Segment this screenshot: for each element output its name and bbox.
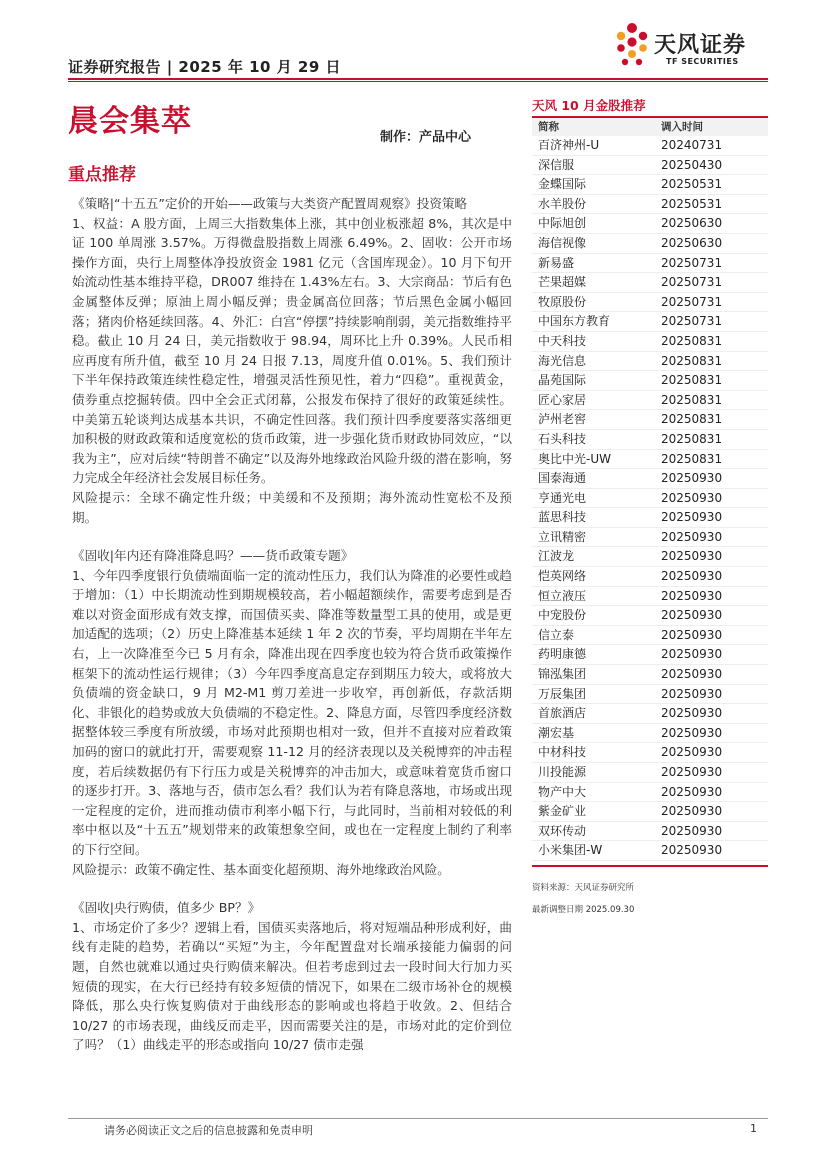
article-heading: 《固收|年内还有降准降息吗？——货币政策专题》: [72, 548, 354, 564]
article-body: 1、今年四季度银行负债端面临一定的流动性压力，我们认为降准的必要性或趋于增加：（1）中长期流动性到期规模较高，若小幅超额续作，需要考虑到是否难以对资金面形成有效支撑，而国债买卖、降准等数量型工具的使用，或是更加适配的选项；（2）历史上降准基本延续 1 年 2 次的节奏，平均周期在半年左右，上一次降准至今已 5 月有余，降准出现在四季度也较为符合货币政策操作框架下的流动性运行规律；（3）今年四季度高息定存到期压力较大，或将放大负债端的资金缺口，9 月 M2-M1 剪刀差进一步收窄，再创新低，存款活期化、非银化的趋势或放大负债端的不稳定性。2、降息方面，尽管四季度经济数据整体较三季度有所放缓，市场对此预期也相对一致，但并不直接对应着政策加码的窗口的就此打开，需要观察 11-12 月的经济表现以及关税博弈的冲击程度，若后续数据仍有下行压力或是关税博弈的冲击加大，或意味着宽货币窗口的逐步打开。3、落地与否，债市怎么看？我们认为若有降息落地，市场或出现一定程度的定价，进而推动债市利率小幅下行，与此同时，当前相对较低的利率中枢以及“十五五”规划带来的政策想象空间，或也在一定程度上制约了利率的下行空间。: [72, 567, 512, 857]
table-row: [532, 606, 768, 626]
stock-picks-table: [532, 136, 768, 861]
stock-name: 新易盛: [538, 255, 575, 270]
last-update: 最新调整日期 2025.09.30: [532, 904, 635, 915]
added-date: 20250831: [661, 353, 723, 368]
table-row: [532, 528, 768, 548]
stock-name: 中际旭创: [538, 216, 587, 231]
stock-name: 海信视像: [538, 235, 587, 250]
added-date: 20250930: [661, 725, 723, 740]
stock-picks-header: [532, 118, 768, 136]
stock-name: 小米集团-W: [538, 843, 603, 858]
stock-name: 晶苑国际: [538, 373, 587, 388]
added-date: 20250731: [661, 255, 723, 270]
added-date: 20250930: [661, 647, 723, 662]
table-row: [532, 783, 768, 803]
stock-name: 中天科技: [538, 333, 587, 348]
table-row: [532, 352, 768, 372]
table-row: [532, 685, 768, 705]
stock-name: 匠心家居: [538, 392, 587, 407]
table-row: [532, 626, 768, 646]
added-date: 20250930: [661, 471, 723, 486]
added-date: 20250930: [661, 843, 723, 858]
stock-name: 国泰海通: [538, 471, 587, 486]
article-heading: 《策略|“十五五”定价的开始——政策与大类资产配置周观察》投资策略: [72, 196, 468, 211]
table-row: [532, 841, 768, 861]
column-header-date: 调入时间: [661, 121, 703, 133]
table-row: [532, 665, 768, 685]
article-strategy: [72, 194, 512, 527]
table-row: [532, 273, 768, 293]
added-date: 20250831: [661, 412, 723, 427]
table-row: [532, 195, 768, 215]
stock-name: 中宠股份: [538, 608, 587, 623]
table-row: [532, 214, 768, 234]
table-row: [532, 450, 768, 470]
added-date: 20250930: [661, 667, 723, 682]
article-monetary-policy: [72, 546, 512, 879]
table-row: [532, 567, 768, 587]
stock-name: 川投能源: [538, 765, 587, 779]
added-date: 20250630: [661, 235, 723, 250]
stock-name: 海光信息: [538, 353, 587, 368]
added-date: 20250831: [661, 373, 723, 388]
table-row: [532, 175, 768, 195]
stock-name: 紫金矿业: [538, 804, 587, 819]
added-date: 20250531: [661, 177, 723, 192]
added-date: 20250930: [661, 549, 723, 564]
table-row: [532, 410, 768, 430]
producer-credit: 制作：产品中心: [380, 130, 472, 145]
stock-name: 百济神州-U: [538, 138, 600, 152]
table-row: [532, 743, 768, 763]
table-row: [532, 332, 768, 352]
stock-name: 万辰集团: [538, 686, 587, 701]
added-date: 20250930: [661, 784, 723, 799]
table-row: [532, 254, 768, 274]
stock-name: 石头科技: [538, 431, 587, 446]
article-bond-purchase: [72, 898, 512, 1055]
stock-name: 恺英网络: [538, 569, 587, 584]
section-title: 重点推荐: [68, 165, 136, 185]
table-row: [532, 802, 768, 822]
table-row: [532, 508, 768, 528]
stock-name: 金蝶国际: [538, 177, 587, 192]
added-date: 20250430: [661, 157, 723, 172]
table-row: [532, 724, 768, 744]
added-date: 20250930: [661, 510, 723, 525]
table-row: [532, 391, 768, 411]
stock-name: 江波龙: [538, 549, 575, 564]
added-date: 20250531: [661, 196, 723, 211]
added-date: 20250731: [661, 294, 723, 309]
added-date: 20250831: [661, 392, 723, 407]
stock-name: 深信服: [538, 157, 575, 172]
table-row: [532, 547, 768, 567]
table-row: [532, 822, 768, 842]
column-header-name: 简称: [538, 121, 559, 133]
added-date: 20250930: [661, 706, 723, 721]
header-divider-thin: [68, 81, 768, 82]
page-title: 晨会集萃: [68, 104, 192, 139]
stock-name: 信立泰: [538, 627, 575, 642]
added-date: 20250831: [661, 333, 723, 348]
added-date: 20250930: [661, 490, 723, 505]
added-date: 20250930: [661, 686, 723, 701]
added-date: 20250930: [661, 608, 723, 623]
stock-picks-panel: [532, 96, 768, 915]
table-row: [532, 489, 768, 509]
stock-name: 奥比中光-UW: [538, 451, 611, 466]
added-date: 20240731: [661, 138, 723, 152]
stock-picks-bottom-rule: [532, 865, 768, 867]
stock-name: 水羊股份: [538, 196, 587, 211]
table-row: [532, 156, 768, 176]
added-date: 20250930: [661, 529, 723, 544]
stock-name: 亨通光电: [538, 490, 587, 505]
logo-name: 天风证券: [654, 33, 747, 58]
stock-name: 中国东方教育: [538, 314, 611, 329]
stock-name: 立讯精密: [538, 529, 587, 544]
stock-name: 泸州老窖: [538, 412, 587, 427]
table-row: [532, 587, 768, 607]
table-row: [532, 371, 768, 391]
added-date: 20250930: [661, 823, 723, 838]
stock-name: 芒果超媒: [538, 275, 587, 290]
stock-name: 蓝思科技: [538, 510, 587, 525]
risk-warning: 风险提示：全球不确定性升级；中美缓和不及预期；海外流动性宽松不及预期。: [72, 489, 512, 525]
report-header: [68, 54, 768, 80]
added-date: 20250930: [661, 569, 723, 584]
footer-disclaimer: 请务必阅读正文之后的信息披露和免责申明: [104, 1124, 313, 1137]
added-date: 20250930: [661, 765, 723, 779]
header-divider: [68, 78, 768, 80]
added-date: 20250930: [661, 588, 723, 603]
added-date: 20250731: [661, 314, 723, 329]
stock-name: 物产中大: [538, 784, 587, 799]
footer-divider: [68, 1118, 768, 1119]
page-number: 1: [750, 1122, 757, 1135]
report-type-date: 证券研究报告 | 2025 年 10 月 29 日: [68, 58, 342, 76]
article-body: 1、权益：A 股方面，上周三大指数集体上涨，其中创业板涨超 8%，其次是中证 100 单周涨 3.57%。万得微盘股指数上周涨 6.49%。2、固收：公开市场操作方面，央行上周整体净投放资金 1981 亿元（含国库现金）。10 月下旬开始流动性基本维持平稳，DR007 维持在 1.43%左右。3、大宗商品：节后有色金属整体反弹；原油上周小幅反弹；贵金属高位回落；节后黑色金属小幅回落；猪肉价格延续回落。4、外汇：白宫“停摆”持续影响削弱，美元指数维持平稳。截止 10 月 24 日，美元指数收于 98.94，周环比上升 0.39%。人民币相应再度有所升值，截至 10 月 24 日报 7.13，周度升值 0.01%。5、我们预计下半年保持政策连续性稳定性，增强灵活性预见性，着力“四稳”。重视黄金，债券重点挖掘转债。四中全会正式闭幕，公报发布保持了很好的政策延续性。中美第五轮谈判达成基本共识，不确定性回落。我们预计四季度要落实落细更加积极的财政政策和适度宽松的货币政策，进一步强化货币财政协同效应，“以我为主”，应对后续“特朗普不确定”以及海外地缘政治风险升级的潜在影响，努力完成全年经济社会发展目标任务。: [72, 215, 512, 486]
stock-name: 锦泓集团: [538, 667, 587, 682]
stock-name: 中材科技: [538, 745, 587, 760]
added-date: 20250930: [661, 745, 723, 760]
table-row: [532, 763, 768, 783]
risk-warning: 风险提示：政策不确定性、基本面变化超预期、海外地缘政治风险。: [72, 861, 450, 877]
stock-name: 双环传动: [538, 823, 587, 838]
stock-name: 恒立液压: [538, 588, 587, 603]
stock-name: 潮宏基: [538, 725, 575, 740]
added-date: 20250731: [661, 275, 723, 290]
article-body: 1、市场定价了多少？逻辑上看，国债买卖落地后，将对短端品种形成利好，曲线有走陡的趋势，若确以“买短”为主，今年配置盘对长端承接能力偏弱的问题，自然也就难以通过央行购债来解决。但若考虑到过去一段时间大行加力买短债的现实，在大行已经持有较多短债的情况下，如果在二级市场补仓的规模降低，那么央行恢复购债对于曲线形态的影响或也将趋于收敛。2、但结合 10/27 的市场表现，曲线反而走平，因而需要关注的是，市场对此的定价到位了吗？（1）曲线走平的形态或指向 10/27 债市走强: [72, 919, 512, 1053]
table-row: [532, 645, 768, 665]
main-content: [72, 194, 512, 1055]
data-source: 资料来源：天风证券研究所: [532, 882, 635, 893]
table-row: [532, 136, 768, 156]
table-row: [532, 469, 768, 489]
stock-name: 首旅酒店: [538, 706, 587, 721]
article-heading: 《固收|央行购债，值多少 BP？》: [72, 900, 261, 916]
table-row: [532, 234, 768, 254]
logo-subtitle: TF SECURITIES: [666, 57, 739, 66]
stock-picks-title: 天风 10 月金股推荐: [532, 98, 646, 113]
added-date: 20250930: [661, 627, 723, 642]
stock-name: 药明康德: [538, 647, 587, 662]
added-date: 20250930: [661, 804, 723, 819]
stock-name: 牧原股份: [538, 294, 587, 309]
added-date: 20250630: [661, 216, 723, 231]
table-row: [532, 293, 768, 313]
table-row: [532, 704, 768, 724]
table-row: [532, 312, 768, 332]
added-date: 20250831: [661, 451, 723, 466]
table-row: [532, 430, 768, 450]
added-date: 20250831: [661, 431, 723, 446]
